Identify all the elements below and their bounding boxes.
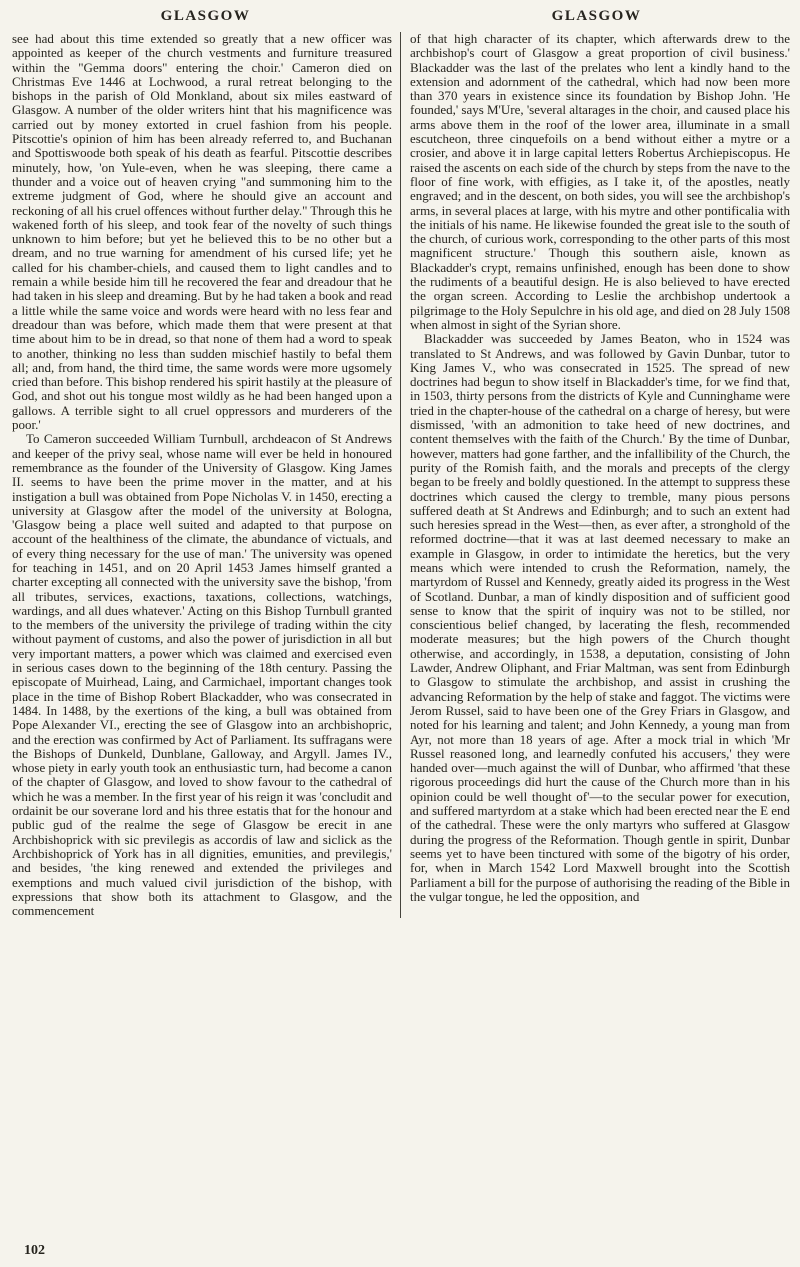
paragraph: To Cameron succeeded William Turnbull, archdeacon of St Andrews and keeper of the privy seal, whose name will ever be held in honoured remembrance as the founder of the University of Glasgow. King James II. seems to have been the prime mover in the matter, and at his instigation a bull was obtained from Pope Nicholas V. in 1450, erecting a university at Glasgow after the model of the university at Bologna, 'Glasgow being a place well suited and adapted to that purpose on account of the healthiness of the climate, the abundance of victuals, and of every thing necessary for the use of man.' The university was opened for teaching in 1451, and on 20 April 1453 James himself granted a charter excepting all connected with the university save the bishop, 'from all tributes, services, exactions, taxations, collections, watchings, wardings, and all dues whatever.' Acting on this Bishop Turnbull granted to the members of the university the privilege of trading within the city without payment of customs, and also the power of jurisdiction in all but very important matters, a power which was claimed and exercised even in serious cases down to the beginning of the 18th century. Passing the episcopate of Muirhead, Laing, and Carmichael, important changes took place in the time of Bishop Robert Blackadder, who was consecrated in 1484. In 1488, by the exertions of the king, a bull was obtained from Pope Alexander VI., erecting the see of Glasgow into an archbishopric, and the erection was confirmed by Act of Parliament. Its suffragans were the Bishops of Dunkeld, Dunblane, Galloway, and Argyll. James IV., whose piety in early youth took an enthusiastic turn, had become a canon of the chapter of Glasgow, and loved to show favour to the cathedral of which he was a member. In the first year of his reign it was 'concludit and ordainit be our soverane lord and his three estatis that for the honour and public gud of the realme the sege of Glasgow be erecit in ane Archbishoprick with sic previlegis as accordis of law and siclick as the Archbishoprick of York has in all dignities, emunities, and previlegis,' and besides, 'the king renewed and extended the privileges and exemptions and much valued civil jurisdiction of the bishop, with expressions that show both its attachment to Glasgow, and the commencement [12, 431, 392, 919]
page-number: 102 [24, 1243, 45, 1258]
text-columns [10, 32, 792, 918]
column-left [10, 32, 401, 918]
column-right [401, 32, 792, 918]
running-head-right: GLASGOW [551, 8, 642, 24]
paragraph: of that high character of its chapter, which afterwards drew to the archbishop's court of Glasgow a great proportion of civil business.' Blackadder was the last of the prelates who lent a kindly hand to the extension and adornment of the cathedral, which had now been more than 370 years in existence since its foundation by Bishop John. 'He founded,' says M'Ure, 'several altarages in the choir, and caused place his arms above them in the roof of the lower area, illuminate in a small escutcheon, three cinquefoils on a bend without either a mytre or a crosier, and above it in large capital letters Robertus Archiepiscopus. He raised the ascents on each side of the church by steps from the nave to the floor of fine work, with effigies, as I take it, of the apostles, neatly engraved; and in the descent, on both sides, you will see the archbishop's arms, in several places at large, with his mytre and other pontificalia with the initials of his name. He likewise founded the great isle to the south of the church, of curious work, corresponding to the other parts of this most magnificent structure.' Though this southern aisle, known as Blackadder's crypt, remains unfinished, enough has been done to show the rudiments of a beautiful design. He is also believed to have erected the organ screen. According to Leslie the archbishop undertook a pilgrimage to the Holy Sepulchre in his old age, and died on 28 July 1508 when almost in sight of the Syrian shore. [410, 31, 790, 332]
running-heads [10, 8, 792, 25]
running-head-left: GLASGOW [160, 8, 251, 24]
paragraph: see had about this time extended so greatly that a new officer was appointed as keeper of the church vestments and furniture treasured within the "Gemma doors" entering the choir.' Cameron died on Christmas Eve 1446 at Lochwood, a rural retreat belonging to the bishops in the parish of Old Monkland, about six miles eastward of Glasgow. A number of the older writers hint that his magnificence was carried out by money extorted in cruel fashion from his people. Pitscottie's opinion of him has been already referred to, and Buchanan and Spottiswoode both speak of his death as fearful. Pitscottie describes minutely, how, 'on Yule-even, when he was sleeping, there came a thunder and a voice out of heaven crying "and summoning him to the extreme judgment of God, where he should give an account and reckoning of all his cruel offences without further delay." Through this he wakened forth of his sleep, and took fear of the novelty of such things unknown to him before; but yet he believed this to be no other but a dream, and no true warning for amendment of his cursed life; yet he called for his chamber-chiels, and caused them to light candles and to remain a while beside him till he recovered the fear and dreadour that he had taken in his sleep and dreaming. But by he had taken a book and read a little while the same voice and words were heard with no less fear and dreadour than was before, which made them that were present at that time about him to be in dread, so that none of them had a word to speak to another, thinking no less than sudden mischief hastily to befal them all; and, from hand, the third time, the same words were more ugsomely cried than before. This bishop rendered his spirit hastily at the pleasure of God, and shot out his tongue most wildly as he had been hanged upon a gallows. A terrible sight to all cruel oppressors and murderers of the poor.' [12, 31, 392, 433]
paragraph: Blackadder was succeeded by James Beaton, who in 1524 was translated to St Andrews, and was followed by Gavin Dunbar, tutor to King James V., who was consecrated in 1525. The spread of new doctrines had begun to show itself in Blackadder's time, for we find that, in 1503, thirty persons from the districts of Kyle and Cunninghame were tried in the chapter-house of the cathedral on a charge of heresy, but were dismissed, 'with an admonition to take heed of new doctrines, and content themselves with the faith of the Church.' By the time of Dunbar, however, matters had gone farther, and the infallibility of the Church, the purity of the Romish faith, and the morals and precepts of the clergy began to be freely and boldly questioned. In the attempt to suppress these doctrines which caused the clergy to tremble, many pious persons suffered death at St Andrews and Edinburgh; and to such an extent had such heresies spread in the West—then, as ever after, a stronghold of the reformed doctrine—that it was at last deemed necessary to make an example in Glasgow, in order to intimidate the heretics, but the very means which were intended to crush the Reformation, namely, the martyrdom of Russel and Kennedy, greatly aided its progress in the West of Scotland. Dunbar, a man of kindly disposition and of sufficient good sense to know that the spirit of inquiry was not to be stilled, nor conscientious belief changed, by lacerating the flesh, recommended moderate measures; but the high powers of the Church thought otherwise, and accordingly, in 1538, a deputation, consisting of John Lawder, Andrew Oliphant, and Friar Maltman, was sent from Edinburgh to Glasgow to stimulate the archbishop, and assist in crushing the advancing Reformation by the help of stake and faggot. The victims were Jerom Russel, said to have been one of the Grey Friars in Glasgow, and noted for his learning and talent; and John Kennedy, a young man from Ayr, not more than 18 years of age. After a mock trial in which 'Mr Russel reasoned long, and learnedly confuted his accusers,' they were handed over—much against the will of Dunbar, who affirmed 'that these rigorous proceedings did hurt the cause of the Church more than in his opinion could be well thought of'—to the secular power for execution, and suffered martyrdom at a stake which had been erected near the E end of the cathedral. These were the only martyrs who suffered at Glasgow during the progress of the Reformation. Though gentle in spirit, Dunbar seems yet to have been tinctured with some of the bigotry of his order, for, when in March 1542 Lord Maxwell brought into the Scottish Parliament a bill for the purpose of authorising the reading of the Bible in the vulgar tongue, he led the opposition, and [410, 331, 790, 904]
